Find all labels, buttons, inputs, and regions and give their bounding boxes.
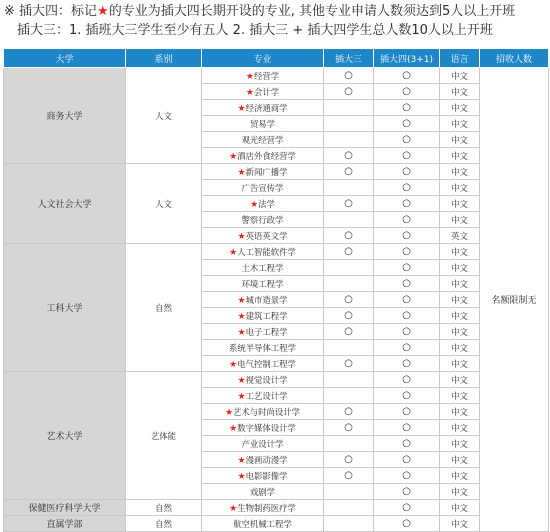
chada4-mark: ○ (374, 340, 440, 356)
chada4-mark: ○ (374, 452, 440, 468)
star-icon: ★ (237, 327, 246, 338)
major-cell (202, 516, 324, 532)
chada4-mark: ○ (374, 292, 440, 308)
chada4-mark: ○ (374, 356, 440, 372)
chada3-mark (324, 388, 374, 404)
chada4-mark: ○ (374, 468, 440, 484)
university-cell: 人文社会大学 (4, 164, 126, 244)
chada4-mark: ○ (374, 228, 440, 244)
major-cell (202, 372, 324, 388)
chada3-mark: ○ (324, 148, 374, 164)
language-cell: 中文 (440, 244, 480, 260)
major-cell (202, 212, 324, 228)
star-icon: ★ (237, 231, 246, 242)
table-row (4, 244, 549, 260)
major-cell (202, 452, 324, 468)
table-header-row (4, 49, 549, 68)
major-name: 视觉设计学 (245, 374, 288, 385)
chada3-mark (324, 484, 374, 500)
chada3-mark: ○ (324, 308, 374, 324)
major-cell (202, 148, 324, 164)
notes-block (0, 0, 550, 45)
university-cell: 保健医疗科学大学 (4, 500, 126, 516)
table-row (4, 164, 549, 180)
major-cell (202, 84, 324, 100)
language-cell: 中文 (440, 100, 480, 116)
star-icon: ★ (229, 423, 238, 434)
language-cell: 中文 (440, 132, 480, 148)
language-cell: 中文 (440, 196, 480, 212)
chada3-mark (324, 260, 374, 276)
major-cell (202, 244, 324, 260)
language-cell: 中文 (440, 260, 480, 276)
chada3-mark (324, 372, 374, 388)
dept-cell: 自然 (126, 500, 202, 516)
major-name: 城市造景学 (245, 294, 288, 305)
language-cell: 中文 (440, 356, 480, 372)
language-cell: 中文 (440, 516, 480, 532)
star-icon: ★ (237, 103, 246, 114)
language-cell: 英文 (440, 228, 480, 244)
major-name: 生物制药医疗学 (237, 502, 296, 513)
language-cell: 中文 (440, 484, 480, 500)
major-cell (202, 260, 324, 276)
chada4-mark: ○ (374, 212, 440, 228)
chada4-mark: ○ (374, 244, 440, 260)
star-icon: ★ (229, 503, 238, 514)
major-cell (202, 468, 324, 484)
major-cell (202, 308, 324, 324)
major-cell (202, 196, 324, 212)
star-icon: ★ (237, 471, 246, 482)
language-cell: 中文 (440, 148, 480, 164)
star-icon: ★ (237, 167, 246, 178)
major-name: 建筑工程学 (245, 310, 288, 321)
major-cell (202, 116, 324, 132)
major-name: 电子工程学 (245, 326, 288, 337)
chada3-mark (324, 276, 374, 292)
header-quota: 招收人数 (480, 49, 549, 68)
major-name: 酒店外食经营学 (237, 150, 296, 161)
chada4-mark: ○ (374, 484, 440, 500)
note-chada4-prefix: ※ 插大四：标记 (4, 4, 98, 19)
chada3-mark (324, 100, 374, 116)
language-cell: 中文 (440, 276, 480, 292)
university-cell: 工科大学 (4, 244, 126, 372)
major-name: 人工智能软件学 (237, 246, 296, 257)
chada3-mark: ○ (324, 196, 374, 212)
language-cell: 中文 (440, 404, 480, 420)
major-name: 环境工程学 (241, 278, 284, 289)
major-cell (202, 292, 324, 308)
majors-table (3, 48, 549, 532)
major-cell (202, 356, 324, 372)
major-cell (202, 436, 324, 452)
header-university: 大学 (4, 49, 126, 68)
chada4-mark: ○ (374, 116, 440, 132)
header-chada3: 插大三 (324, 49, 374, 68)
major-name: 航空机械工程学 (233, 518, 292, 529)
dept-cell: 艺体能 (126, 372, 202, 500)
dept-cell: 自然 (126, 244, 202, 372)
language-cell: 中文 (440, 116, 480, 132)
major-name: 电影影像学 (245, 470, 288, 481)
language-cell: 中文 (440, 436, 480, 452)
chada3-mark: ○ (324, 164, 374, 180)
chada3-mark (324, 436, 374, 452)
major-cell (202, 404, 324, 420)
note-chada4-suffix: 的专业为插大四长期开设的专业, 其他专业申请人数须达到5人以上开班 (108, 4, 516, 19)
chada4-mark: ○ (374, 436, 440, 452)
major-name: 观光经营学 (241, 134, 284, 145)
chada3-mark (324, 500, 374, 516)
note-chada3: 插大三：1. 插班大三学生至少有五人 2. 插大三 + 插大四学生总人数10人以上开班 (17, 23, 493, 38)
chada3-mark (324, 180, 374, 196)
language-cell: 中文 (440, 308, 480, 324)
chada3-mark: ○ (324, 468, 374, 484)
major-name: 漫画动漫学 (245, 454, 288, 465)
major-cell (202, 132, 324, 148)
major-name: 数字媒体设计学 (237, 422, 296, 433)
star-icon: ★ (237, 455, 246, 466)
chada3-mark: ○ (324, 452, 374, 468)
major-name: 贸易学 (249, 118, 276, 129)
chada4-mark: ○ (374, 148, 440, 164)
chada4-mark: ○ (374, 516, 440, 532)
major-name: 会计学 (253, 86, 280, 97)
language-cell: 中文 (440, 324, 480, 340)
chada4-mark: ○ (374, 132, 440, 148)
star-icon: ★ (237, 295, 246, 306)
language-cell: 中文 (440, 372, 480, 388)
major-name: 广告宣传学 (241, 182, 284, 193)
major-name: 英语英文学 (245, 230, 288, 241)
major-name: 经济通商学 (245, 102, 288, 113)
chada3-mark: ○ (324, 292, 374, 308)
star-icon: ★ (224, 407, 234, 418)
major-name: 电气控制工程学 (237, 358, 296, 369)
chada4-mark: ○ (374, 500, 440, 516)
chada4-mark: ○ (374, 100, 440, 116)
header-chada4: 插大四(3+1) (374, 49, 440, 68)
dept-cell: 人文 (126, 164, 202, 244)
major-cell (202, 164, 324, 180)
star-icon: ★ (237, 375, 246, 386)
star-icon: ★ (97, 4, 109, 19)
star-icon: ★ (245, 71, 254, 82)
chada3-mark: ○ (324, 404, 374, 420)
major-cell (202, 276, 324, 292)
chada4-mark: ○ (374, 404, 440, 420)
university-cell: 商务大学 (4, 68, 126, 164)
chada3-mark (324, 116, 374, 132)
language-cell: 中文 (440, 68, 480, 84)
header-major: 专业 (202, 49, 324, 68)
chada4-mark: ○ (374, 196, 440, 212)
language-cell: 中文 (440, 420, 480, 436)
major-name: 新闻广播学 (245, 166, 288, 177)
star-icon: ★ (237, 391, 246, 402)
major-cell (202, 180, 324, 196)
language-cell: 中文 (440, 292, 480, 308)
chada3-mark (324, 340, 374, 356)
language-cell: 中文 (440, 388, 480, 404)
chada3-mark: ○ (324, 228, 374, 244)
major-name: 系统半导体工程学 (229, 342, 296, 353)
major-cell (202, 228, 324, 244)
table-row (4, 372, 549, 388)
language-cell: 中文 (440, 84, 480, 100)
major-cell (202, 324, 324, 340)
table-row (4, 68, 549, 84)
chada4-mark: ○ (374, 420, 440, 436)
chada3-mark (324, 516, 374, 532)
major-name: 经营学 (253, 70, 280, 81)
chada4-mark: ○ (374, 372, 440, 388)
major-cell (202, 68, 324, 84)
university-cell: 直属学部 (4, 516, 126, 532)
chada3-mark (324, 212, 374, 228)
chada4-mark: ○ (374, 164, 440, 180)
language-cell: 中文 (440, 340, 480, 356)
language-cell: 中文 (440, 180, 480, 196)
chada3-mark: ○ (324, 324, 374, 340)
major-cell (202, 500, 324, 516)
quota-cell: 名额限制无 (480, 68, 549, 532)
chada3-mark: ○ (324, 244, 374, 260)
dept-cell: 人文 (126, 68, 202, 164)
major-name: 法学 (258, 198, 275, 209)
table-body (4, 68, 549, 532)
major-cell (202, 340, 324, 356)
chada3-mark (324, 132, 374, 148)
major-name: 戏剧学 (249, 486, 276, 497)
table-row (4, 500, 549, 516)
table-row (4, 516, 549, 532)
star-icon: ★ (229, 151, 238, 162)
language-cell: 中文 (440, 452, 480, 468)
star-icon: ★ (237, 311, 246, 322)
chada4-mark: ○ (374, 324, 440, 340)
chada3-mark: ○ (324, 356, 374, 372)
dept-cell: 自然 (126, 516, 202, 532)
header-language: 语言 (440, 49, 480, 68)
major-name: 工艺设计学 (245, 390, 288, 401)
chada4-mark: ○ (374, 276, 440, 292)
language-cell: 中文 (440, 164, 480, 180)
language-cell: 中文 (440, 468, 480, 484)
major-name: 产业设计学 (241, 438, 284, 449)
university-cell: 艺术大学 (4, 372, 126, 500)
language-cell: 中文 (440, 500, 480, 516)
star-icon: ★ (245, 87, 254, 98)
major-cell (202, 100, 324, 116)
major-cell (202, 484, 324, 500)
major-name: 警察行政学 (241, 214, 284, 225)
major-cell (202, 388, 324, 404)
star-icon: ★ (229, 359, 238, 370)
major-name: 艺术与时尚设计学 (233, 406, 301, 417)
major-name: 土木工程学 (241, 262, 284, 273)
chada4-mark: ○ (374, 68, 440, 84)
chada3-mark: ○ (324, 420, 374, 436)
major-cell (202, 420, 324, 436)
star-icon: ★ (250, 199, 259, 210)
note-chada4 (4, 3, 515, 21)
chada4-mark: ○ (374, 260, 440, 276)
chada3-mark: ○ (324, 84, 374, 100)
chada3-mark: ○ (324, 68, 374, 84)
chada4-mark: ○ (374, 308, 440, 324)
language-cell: 中文 (440, 212, 480, 228)
chada4-mark: ○ (374, 84, 440, 100)
chada4-mark: ○ (374, 388, 440, 404)
star-icon: ★ (229, 247, 238, 258)
chada4-mark: ○ (374, 180, 440, 196)
header-dept: 系别 (126, 49, 202, 68)
